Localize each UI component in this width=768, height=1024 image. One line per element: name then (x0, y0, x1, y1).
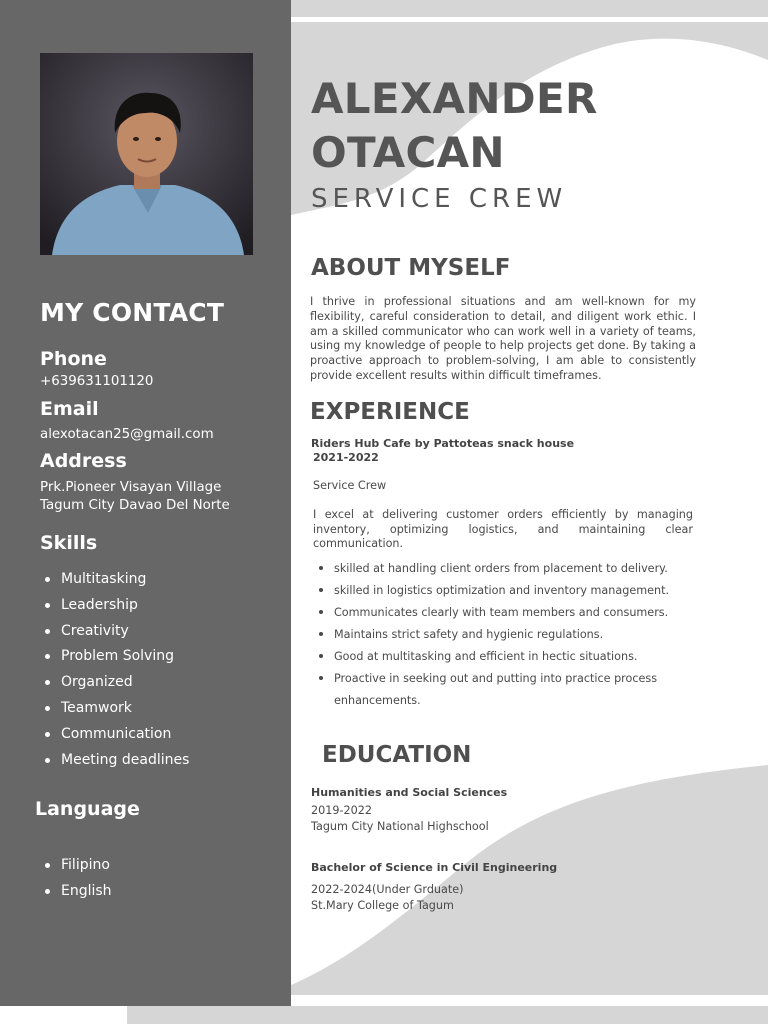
experience-bullet: skilled in logistics optimization and inventory management. (313, 580, 698, 602)
address-line-1: Prk.Pioneer Visayan Village (40, 480, 222, 495)
experience-bullet: skilled at handling client orders from placement to delivery. (313, 558, 698, 580)
education-school: St.Mary College of Tagum (311, 899, 454, 912)
experience-bullet: Communicates clearly with team members and consumers. (313, 602, 698, 624)
education-years: 2019-2022 (311, 804, 372, 817)
skill-item: Meeting deadlines (40, 751, 280, 777)
experience-bullet: Maintains strict safety and hygienic regulations. (313, 624, 698, 646)
email-address: alexotacan25@gmail.com (40, 427, 214, 442)
skills-heading: Skills (40, 532, 98, 554)
language-list (40, 856, 280, 908)
skill-item: Leadership (40, 596, 280, 622)
profile-photo (40, 53, 253, 255)
education-degree: Humanities and Social Sciences (311, 786, 508, 799)
about-text: I thrive in professional situations and am well-known for my flexibility, careful consideration to detail, and diligent work ethic. I am a skilled communicator who can work well in a variety of teams, using my knowledge of people to help projects get done. By taking a proactive approach to problem-solving, I am able to consistently provide excellent results within difficult timeframes. (310, 295, 696, 382)
education-years: 2022-2024(Under Grduate) (311, 883, 464, 896)
experience-heading: EXPERIENCE (310, 399, 470, 425)
name-last: OTACAN (311, 128, 505, 177)
language-heading: Language (35, 798, 140, 820)
skill-item: Creativity (40, 622, 280, 648)
sidebar (0, 0, 291, 1006)
experience-bullets (313, 558, 698, 712)
skills-list (40, 570, 280, 776)
name-first: ALEXANDER (311, 74, 598, 123)
full-name (311, 72, 598, 180)
skill-item: Communication (40, 725, 280, 751)
phone-number: +639631101120 (40, 374, 154, 389)
skill-item: Problem Solving (40, 647, 280, 673)
education-school: Tagum City National Highschool (311, 820, 489, 833)
education-degree: Bachelor of Science in Civil Engineering (311, 861, 558, 874)
experience-role: Service Crew (313, 479, 387, 492)
experience-bullet: Good at multitasking and efficient in hectic situations. (313, 646, 698, 668)
about-heading: ABOUT MYSELF (311, 255, 511, 281)
job-title: SERVICE CREW (311, 184, 568, 214)
education-heading: EDUCATION (322, 742, 472, 768)
skill-item: Multitasking (40, 570, 280, 596)
experience-company: Riders Hub Cafe by Pattoteas snack house (311, 437, 575, 450)
experience-bullet: Proactive in seeking out and putting into practice process enhancements. (313, 668, 698, 712)
email-label: Email (40, 398, 99, 420)
experience-description: I excel at delivering customer orders efficiently by managing inventory, optimizing logistics, and maintaining clear communication. (313, 508, 693, 550)
language-item: English (40, 882, 280, 908)
address-line-2: Tagum City Davao Del Norte (40, 498, 230, 513)
contact-heading: MY CONTACT (40, 298, 225, 327)
skill-item: Organized (40, 673, 280, 699)
experience-years: 2021-2022 (313, 451, 379, 464)
skill-item: Teamwork (40, 699, 280, 725)
phone-label: Phone (40, 348, 107, 370)
language-item: Filipino (40, 856, 280, 882)
address-label: Address (40, 450, 127, 472)
